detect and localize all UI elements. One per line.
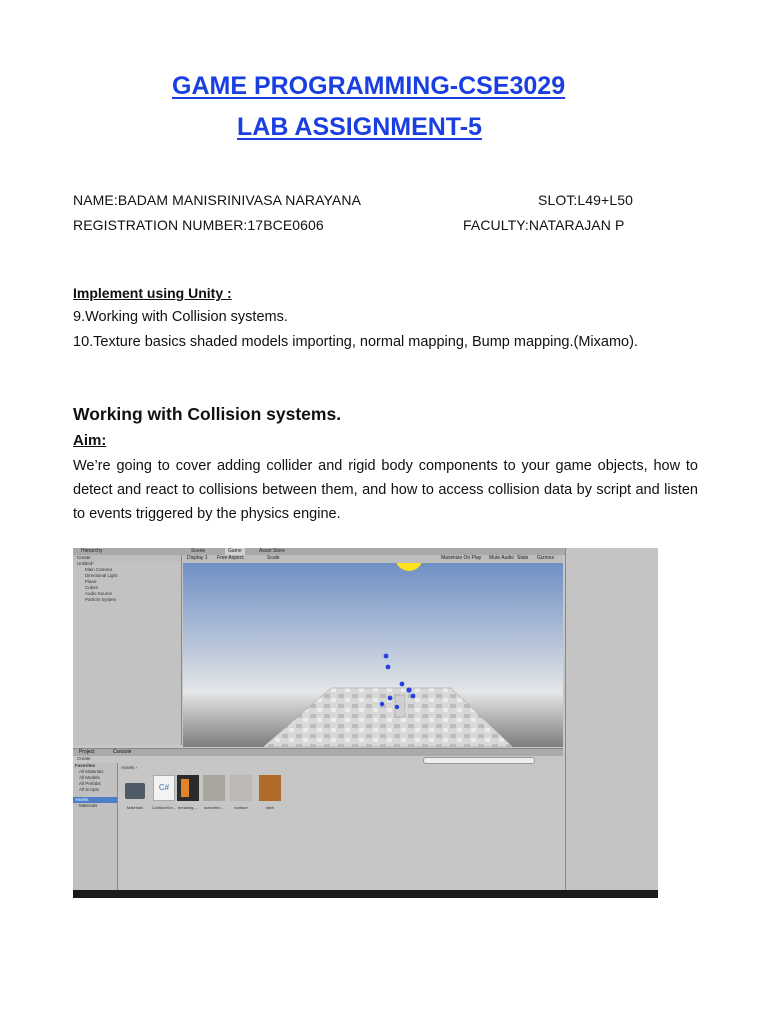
hierarchy-item[interactable]: Particle System [85, 597, 117, 602]
mute-audio-button[interactable]: Mute Audio [489, 555, 515, 561]
implement-heading: Implement using Unity : [73, 285, 232, 301]
assignment-title: LAB ASSIGNMENT-5 [237, 113, 482, 141]
thumbnail-label: surface [234, 805, 248, 810]
task-item-10: 10.Texture basics shaded models importing, normal mapping, Bump mapping.(Mixamo). [73, 334, 638, 350]
script-icon[interactable]: C# [153, 775, 175, 801]
particle [406, 687, 411, 692]
project-create-button[interactable]: Create [77, 756, 91, 761]
hierarchy-item[interactable]: Directional Light [85, 573, 118, 578]
favorites-item[interactable]: All Models [79, 775, 100, 780]
slot-info: SLOT:L49+L50 [538, 192, 633, 208]
favorites-item[interactable]: All Prefabs [79, 781, 101, 786]
particle [395, 705, 399, 709]
registration-number: REGISTRATION NUMBER:17BCE0606 [73, 217, 324, 233]
particle [411, 694, 416, 699]
hierarchy-item[interactable]: Plane [85, 579, 97, 584]
thumbnail-label: breaking-... [177, 805, 198, 810]
hierarchy-root[interactable]: Untitled* [77, 561, 95, 566]
material-thumbnail[interactable] [177, 775, 199, 801]
faculty-info: FACULTY:NATARAJAN P [463, 217, 625, 233]
project-tab-bar [73, 749, 563, 756]
particle [388, 696, 393, 701]
task-item-9: 9.Working with Collision systems. [73, 309, 288, 325]
display-select[interactable]: Display 1 [187, 555, 208, 561]
hierarchy-create[interactable]: Create [73, 555, 181, 561]
texture-thumbnail[interactable] [230, 775, 252, 801]
assets-breadcrumb: Assets › [121, 765, 138, 770]
tab-hierarchy[interactable]: Hierarchy [81, 548, 103, 554]
project-panel [73, 748, 563, 891]
favorites-tree [73, 763, 118, 891]
course-title: GAME PROGRAMMING-CSE3029 [172, 72, 566, 100]
aspect-select[interactable]: Free Aspect [217, 555, 244, 561]
hierarchy-panel [73, 555, 182, 745]
tab-game[interactable]: Game [225, 548, 245, 555]
thumbnail-label: CollisionScr... [151, 805, 177, 810]
maximize-on-play-button[interactable]: Maximize On Play [441, 555, 482, 561]
scale-slider[interactable]: Scale [267, 555, 280, 561]
particle [400, 682, 405, 687]
game-view-toolbar [183, 555, 563, 563]
section-heading: Working with Collision systems. [73, 404, 342, 424]
texture-thumbnail[interactable] [259, 775, 281, 801]
favorites-item[interactable]: All Scripts [79, 787, 100, 792]
texture-thumbnail[interactable] [203, 775, 225, 801]
assets-folder[interactable]: Assets [73, 797, 117, 803]
tab-project[interactable]: Project [79, 749, 95, 755]
stats-button[interactable]: Stats [517, 555, 529, 561]
game-view [183, 555, 563, 747]
aim-label: Aim: [73, 432, 107, 449]
favorites-label[interactable]: Favorites [75, 763, 96, 768]
game-scene-render [183, 563, 563, 747]
hierarchy-item[interactable]: Audio Source [85, 591, 113, 596]
particle [380, 702, 384, 706]
tab-asset-store[interactable]: Asset Store [259, 548, 285, 554]
particle [384, 654, 389, 659]
hierarchy-item[interactable]: Main Camera [85, 567, 113, 572]
thumbnail-label: scenetho... [204, 805, 224, 810]
unity-editor-screenshot [73, 548, 658, 898]
aim-text: We’re going to cover adding collider and rigid body components to your game objects, how to detect and react to collisions between them, and how to access collision data by script and listen to events triggered by the physics engine. [73, 458, 698, 522]
inspector-panel [565, 548, 658, 898]
favorites-item[interactable]: All Materials [79, 769, 104, 774]
hierarchy-item[interactable]: Cubes [85, 585, 99, 590]
tab-scene[interactable]: Scene [191, 548, 206, 554]
student-name: NAME:BADAM MANISRINIVASA NARAYANA [73, 192, 362, 208]
folder-icon[interactable] [125, 783, 145, 799]
assets-subfolder[interactable]: Materials [79, 803, 98, 808]
tab-console[interactable]: Console [113, 749, 132, 755]
project-search-input[interactable] [423, 757, 535, 764]
gizmos-button[interactable]: Gizmos [537, 555, 554, 561]
thumbnail-label: steel [265, 805, 275, 810]
particle [386, 665, 391, 670]
thumbnail-label: Materials [126, 805, 144, 810]
